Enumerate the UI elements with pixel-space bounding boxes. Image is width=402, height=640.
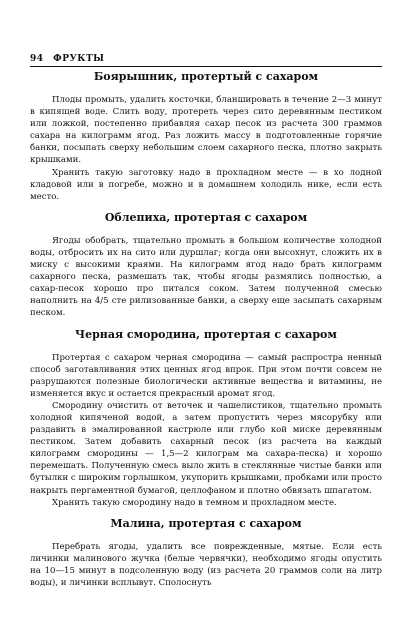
paragraph: Хранить такую заготовку надо в прохладном месте — в хо лодной кладовой или в погребе, можно и в домашнем холодиль нике, если есть место. (30, 167, 382, 202)
paragraph: Протертая с сахаром черная смородина — самый распростра ненный способ заготавливания этих ценных ягод впрок. При этом почти совсем не разрушаются полезные биологически активные вещества и витамины, не изменяется вкус и остается прекрасный аромат ягод. (30, 352, 382, 399)
paragraph: Плоды промыть, удалить косточки, бланшировать в течение 2—3 минут в кипящей воде. Слить воду, протереть через сито деревянным пестиком или ложкой, постепенно прибавляя сахар песок из расчета 300 граммов сахара на килограмм ягод. Раз ложить массу в подготовленные горячие банки, посыпать сверху небольшим слоем сахарного песка, плотно закрыть крышками. (30, 95, 382, 166)
recipe-section (30, 328, 382, 509)
running-title: ФРУКТЫ (53, 54, 105, 64)
section-title: Черная смородина, протертая с сахаром (75, 327, 337, 341)
paragraph: Перебрать ягоды, удалить все поврежденные, мятые. Если есть личинки малинового жучка (белые червячки), необходимо ягоды опустить на 10—15 минут в подсоленную воду (из расчета 20 граммов соли на литр воды), и личинки всплывут. Сполоснуть (30, 541, 382, 588)
section-title: Малина, протертая с сахаром (110, 516, 302, 530)
recipe-section (30, 211, 382, 320)
section-title: Облепиха, протертая с сахаром (104, 210, 308, 224)
running-header (30, 54, 382, 67)
section-title: Боярышник, протертый с сахаром (93, 70, 319, 83)
recipe-section (30, 517, 382, 589)
page-content (30, 70, 382, 589)
paragraph: Ягоды обобрать, тщательно промыть в большом количестве холодной воды, отбросить их на сито или дуршлаг; когда они высохнут, сложить их в миску с высокими краями. На килограмм ягод надо брать килограмм сахарного песка, размешать так, чтобы ягоды размялись полностью, а сахар-песок хорошо про питался соком. Затем полученной смесью наполнить на 4/5 сте рилизованные банки, а сверху еще засыпать сахарным песком. (30, 235, 382, 319)
recipe-section (30, 70, 382, 203)
page-number: 94 (30, 54, 44, 64)
paragraph: Смородину очистить от веточек и чашелистиков, тщательно промыть холодной кипяченой водой, а затем пропустить через мясорубку или раздавить в эмалированной кастрюле или глубо кой миске деревянным пестиком. Затем добавить сахарный песок (из расчета на каждый килограмм смородины — 1,5—2 килограм ма сахара-песка) и хорошо перемешать. Полученную смесь выло жить в стеклянные чистые банки или бутылки с широким горлышком, укупорить крышками, пробками или просто накрыть пергаментной бумагой, целлофаном и плотно обвязать шпагатом. (30, 400, 382, 496)
paragraph: Хранить такую смородину надо в темном и прохладном месте. (52, 497, 337, 508)
